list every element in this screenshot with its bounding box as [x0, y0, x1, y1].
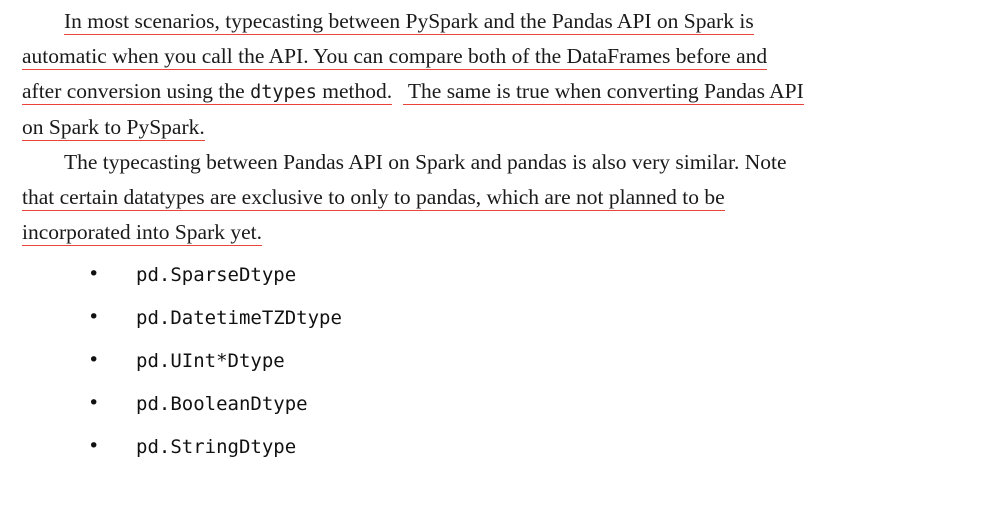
list-item — [0, 436, 985, 458]
paragraph-2-line-3: incorporated into Spark yet. — [22, 220, 263, 244]
list-item-label: pd.StringDtype — [136, 436, 297, 458]
paragraph-1-line-4: on Spark to PySpark. — [22, 115, 205, 139]
bullet-icon: • — [88, 435, 100, 457]
paragraph-1-line-2: automatic when you call the API. You can compare both of the DataFrames before and — [22, 44, 768, 68]
list-item-label: pd.BooleanDtype — [136, 393, 308, 415]
list-item — [0, 350, 985, 372]
list-item — [0, 393, 985, 415]
paragraph-1 — [0, 0, 985, 145]
list-item-label: pd.UInt*Dtype — [136, 350, 285, 372]
bullet-icon: • — [88, 306, 100, 328]
paragraph-2 — [0, 145, 985, 250]
bullet-icon: • — [88, 392, 100, 414]
paragraph-1-line-1: In most scenarios, typecasting between PySpark and the Pandas API on Spark is — [64, 9, 754, 33]
list-item — [0, 264, 985, 286]
paragraph-1-line-3c: The same is true when converting Pandas API — [402, 79, 804, 103]
bullet-icon: • — [88, 263, 100, 285]
list-item-label: pd.DatetimeTZDtype — [136, 307, 342, 329]
list-item-label: pd.SparseDtype — [136, 264, 297, 286]
paragraph-1-code-dtypes: dtypes — [250, 82, 317, 103]
list-item — [0, 307, 985, 329]
paragraph-2-line-1: The typecasting between Pandas API on Spark and pandas is also very similar. Note — [64, 150, 787, 174]
dtype-list — [0, 264, 985, 458]
bullet-icon: • — [88, 349, 100, 371]
paragraph-1-line-3a: after conversion using the — [22, 79, 251, 103]
paragraph-2-line-2: that certain datatypes are exclusive to only to pandas, which are not planned to be — [22, 185, 725, 209]
paragraph-1-line-3b: method. — [316, 79, 393, 103]
